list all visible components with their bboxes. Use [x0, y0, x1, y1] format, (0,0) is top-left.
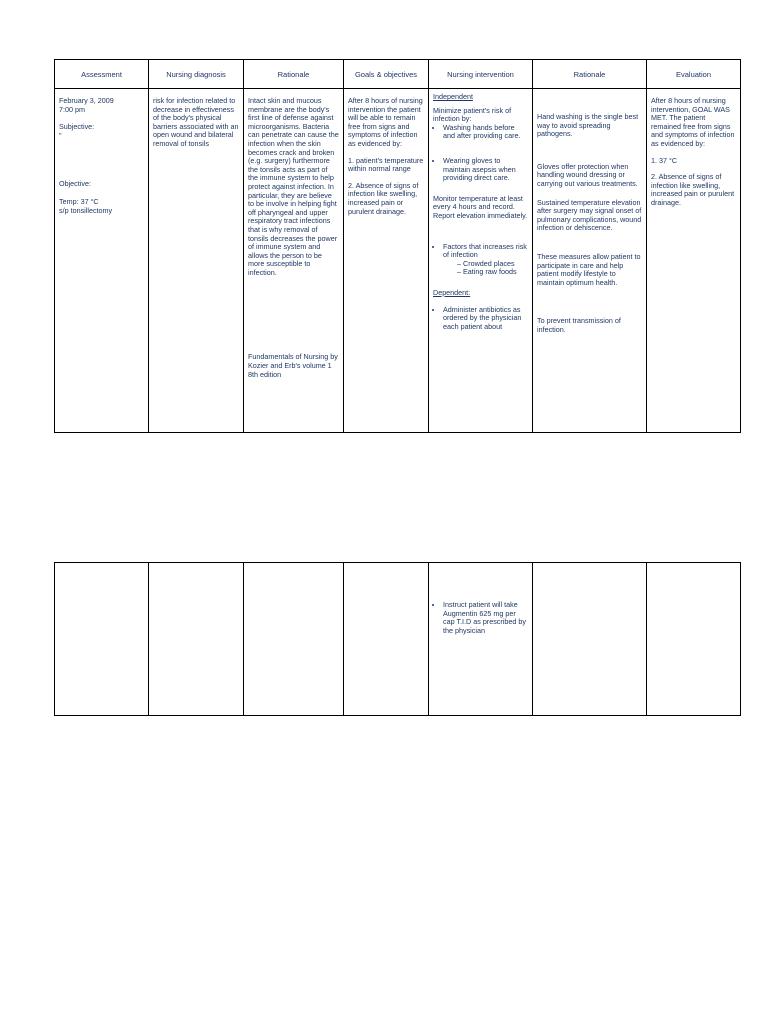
dependent-label: Dependent: [433, 287, 471, 297]
rationale-2-item: Sustained temperature elevation after surgery may signal onset of pulmonary complications, wound infection or dehiscence. [537, 197, 642, 233]
goals-intro: After 8 hours of nursing intervention the patient will be able to remain free from signs and symptoms of infection as evidenced by: [348, 96, 423, 148]
rationale-2-cell [533, 89, 647, 433]
list-item: • Instruct patient will take Augmentin 625 mg per cap T.I.D as prescribed by the physician [443, 601, 528, 635]
intervention-cell [429, 563, 533, 716]
temperature: Temp: 37 °C [59, 196, 99, 206]
goals-cell [344, 563, 429, 716]
evaluation-item-2: 2. Absence of signs of infection like swelling, increased pain or purulent drainage. [651, 172, 735, 207]
rationale-reference: Fundamentals of Nursing by Kozier and Erb's volume 1 8th edition [248, 352, 338, 379]
rationale-cell [244, 563, 344, 716]
assessment-cell [55, 563, 149, 716]
care-plan-table [54, 59, 741, 433]
list-item: • Washing hands before and after providing care. [443, 124, 528, 141]
care-plan-table-continued [54, 562, 741, 716]
nursing-diagnosis-text: risk for infection related to decrease in effectiveness of the body's physical barriers associated with an open wound and bilateral removal of tonsils [153, 96, 239, 148]
independent-label: Independent [433, 92, 473, 101]
intervention-list-4 [433, 601, 528, 635]
factors-text: Factors that increases risk of infection [443, 241, 527, 260]
objective-label: Objective: [59, 179, 91, 189]
evaluation-item-1: 1. 37 °C [651, 155, 678, 165]
rationale-text: Intact skin and mucous membrane are the body's first line of defense against microorganisms. Bacteria can penetrate can cause the infection when the skin becomes crack and broken (e.g. surgery) furthermore the tonsils acts as part of the immune system to help protect against infection. In particular, they are believe to be involve in helping fight off pharyngeal and upper respiratory tract infections that is why removal of tonsils decreases the power of immune system and allows the person to be more susceptible to infection. [248, 96, 339, 277]
goal-item-1: 1. patient's temperature within normal range [348, 155, 424, 174]
intervention-cell [429, 89, 533, 433]
list-item [443, 243, 528, 277]
subjective-value: " [59, 130, 62, 140]
monitor-text: Monitor temperature at least every 4 hours and record. Report elevation immediately. [433, 193, 528, 220]
header-row [55, 60, 741, 89]
header-nursing-intervention: Nursing intervention [429, 60, 533, 89]
header-assessment: Assessment [55, 60, 149, 89]
rationale-2-cell [533, 563, 647, 716]
evaluation-cell [647, 563, 741, 716]
table-row [55, 89, 741, 433]
subjective-label: Subjective: [59, 122, 95, 132]
procedure: s/p tonsillectomy [59, 205, 113, 215]
assessment-cell [55, 89, 149, 433]
factors-sublist [443, 260, 528, 277]
rationale-2-item: Gloves offer protection when handling wound dressing or carrying out various treatments. [537, 161, 638, 188]
header-nursing-diagnosis: Nursing diagnosis [149, 60, 244, 89]
goals-cell [344, 89, 429, 433]
assessment-time: 7:00 pm [59, 104, 85, 114]
rationale-2-item: Hand washing is the single best way to avoid spreading pathogens. [537, 112, 639, 139]
header-goals: Goals & objectives [344, 60, 429, 89]
list-item: – Eating raw foods [457, 268, 528, 277]
header-evaluation: Evaluation [647, 60, 741, 89]
list-item: • Wearing gloves to maintain asepsis when providing direct care. [443, 157, 528, 183]
evaluation-text: After 8 hours of nursing intervention, GOAL WAS MET. The patient remained free from signs and symptoms of infection as evidenced by: [651, 96, 735, 148]
list-item: • Administer antibiotics as ordered by the physician each patient about [443, 306, 528, 332]
diagnosis-cell [149, 89, 244, 433]
minimize-text: Minimize patient's risk of infection by: [433, 105, 512, 124]
intervention-list-2 [433, 243, 528, 277]
rationale-2-item: These measures allow patient to participate in care and help patient modify lifestyle to maintain optimum health. [537, 251, 641, 287]
diagnosis-cell [149, 563, 244, 716]
intervention-list-3 [433, 306, 528, 332]
table-row [55, 563, 741, 716]
goal-item-2: 2. Absence of signs of infection like swelling, increased pain or purulent drainage. [348, 180, 419, 216]
header-rationale: Rationale [244, 60, 344, 89]
list-item: – Crowded places [457, 260, 528, 269]
assessment-date: February 3, 2009 [59, 96, 114, 105]
rationale-cell [244, 89, 344, 433]
rationale-2-item: To prevent transmission of infection. [537, 316, 621, 334]
header-rationale-2: Rationale [533, 60, 647, 89]
intervention-list-1 [433, 124, 528, 183]
evaluation-cell [647, 89, 741, 433]
